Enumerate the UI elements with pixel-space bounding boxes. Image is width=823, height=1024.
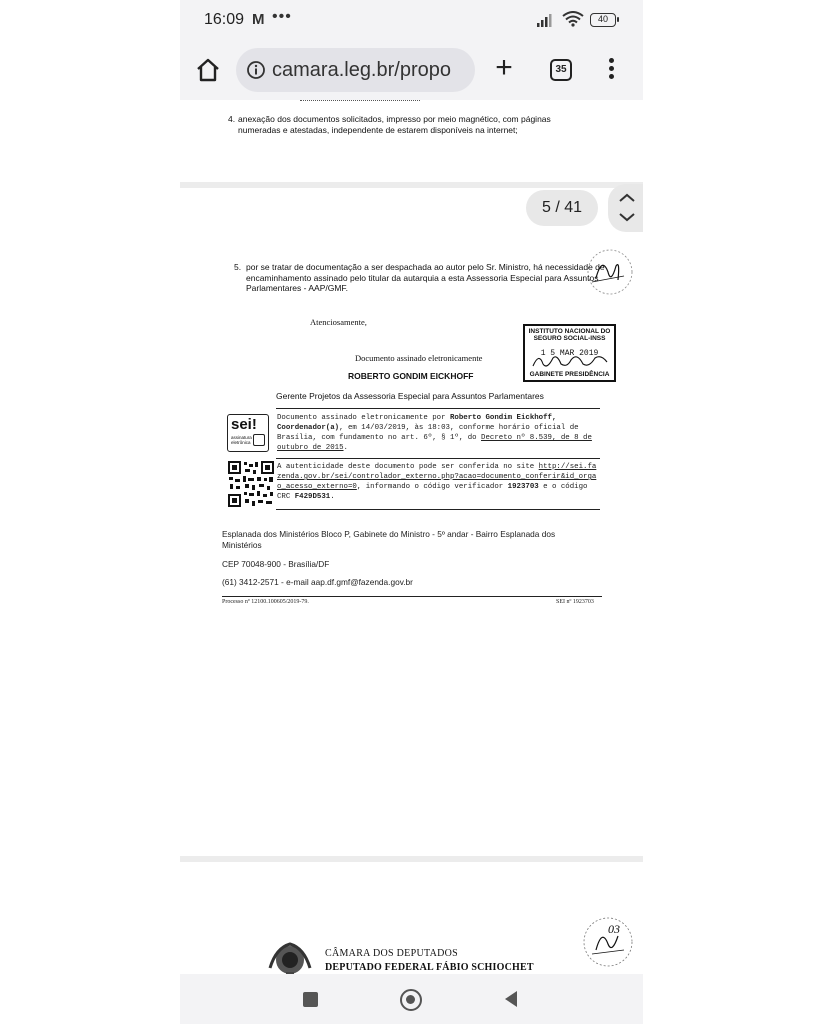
signed-electronically-label: Documento assinado eletronicamente [355,353,483,363]
scan-fragment [300,100,420,104]
page-indicator: 5 / 41 [526,190,598,226]
lock-icon [253,434,265,446]
url-text[interactable]: camara.leg.br/propo [272,59,451,81]
signer-name: ROBERTO GONDIM EICKHOFF [348,371,474,381]
qr-code [227,460,275,508]
sei-signature-block [227,412,599,458]
phone-screen [180,0,643,1024]
stamp-footer: GABINETE PRESIDÊNCIA [529,371,610,378]
stamp-line-2: SEGURO SOCIAL-INSS [533,335,606,342]
recent-apps-icon[interactable] [303,992,318,1007]
chevron-up-icon[interactable] [617,192,637,204]
site-info-icon[interactable] [246,60,266,80]
divider [276,458,600,459]
pdf-page-5 [180,188,643,856]
address-text: Esplanada dos Ministérios Bloco P, Gabinete do Ministro - 5º andar - Bairro Esplanada dos Ministérios [222,529,556,550]
signer-role: Gerente Projetos da Assessoria Especial para Assuntos Parlamentares [276,391,544,401]
sheet-number: 03 [608,922,620,936]
item-number: 5. [234,262,242,272]
closing-text: Atenciosamente, [310,317,367,327]
back-icon[interactable] [502,989,520,1009]
status-bar [180,0,643,40]
pdf-page-4 [180,100,643,182]
wifi-icon [562,11,584,27]
status-time: 16:09 [204,11,245,28]
sei-signature-text: Documento assinado eletronicamente por Roberto Gondim Eickhoff, Coordenador(a), em 14/03/2019, às 18:03, conforme horário oficial de Brasília, com fundamento no art. 6º, § 1º, do Decreto nº 8.539, de 8 de outubro de 2015. [277,414,592,452]
gmail-icon: M [252,11,265,28]
coat-of-arms-emblem [266,938,314,974]
authenticity-block [227,460,599,508]
new-tab-button[interactable]: + [495,51,513,84]
item-text: anexação dos documentos solicitados, impresso por meio magnético, com páginas numeradas e atestadas, independente de estarem disponíveis na internet; [238,114,551,135]
address-bar[interactable] [236,48,475,92]
inss-received-stamp [523,324,616,382]
tab-switcher-button[interactable]: 35 [550,59,572,81]
home-icon[interactable] [194,56,222,84]
page-navigation-control[interactable] [608,184,643,232]
contact-text: (61) 3412-2571 - e-mail aap.df.gmf@fazenda.gov.br [222,577,413,587]
sei-logo-subtitle: assinatura eletrônica [231,435,252,445]
stamp-date: 1 5 MAR 2019 [540,349,599,358]
stamp-line-1: INSTITUTO NACIONAL DO [528,328,611,335]
verification-link[interactable]: http://sei.fazenda.gov.br/sei/controlador_externo.php?acao=documento_conferir&id_orgao_acesso_externo=0 [277,463,597,491]
authenticity-text: A autenticidade deste documento pode ser conferida no site http://sei.fazenda.gov.br/sei/controlador_externo.php?acao=documento_conferir&id_orgao_acesso_externo=0, informando o código verificador 1923703 e o código CRC F429D531. [277,463,597,501]
pdf-page-6 [180,862,643,974]
system-navigation-bar [180,974,643,1024]
signal-icon [536,13,556,27]
cep-text: CEP 70048-900 - Brasília/DF [222,559,330,569]
divider [276,408,600,409]
item-number: 4. [228,114,236,124]
chevron-down-icon[interactable] [617,211,637,223]
sei-logo [227,414,269,452]
more-notifications-icon: ••• [272,8,292,25]
sei-logo-text: sei! [231,416,257,433]
divider [222,596,602,597]
stamp-signature [531,350,611,372]
sei-number: SEI nº 1923703 [556,599,594,605]
battery-icon: 40 [590,13,616,27]
page-rubric-stamp [578,910,638,974]
process-number: Processo nº 12100.100605/2019-79. [222,599,309,605]
browser-menu-icon[interactable] [609,58,615,82]
divider [276,509,600,510]
item-text: por se tratar de documentação a ser despachada ao autor pelo Sr. Ministro, há necessidade de encaminhamento assinado pelo titular da autarquia a esta Assessoria Especial para Assuntos Parlamentares - AAP/GMF. [246,262,605,293]
deputy-name: DEPUTADO FEDERAL FÁBIO SCHIOCHET [325,962,534,973]
home-button-icon[interactable] [400,989,422,1011]
browser-toolbar [180,40,643,100]
chamber-name: CÂMARA DOS DEPUTADOS [325,948,458,959]
